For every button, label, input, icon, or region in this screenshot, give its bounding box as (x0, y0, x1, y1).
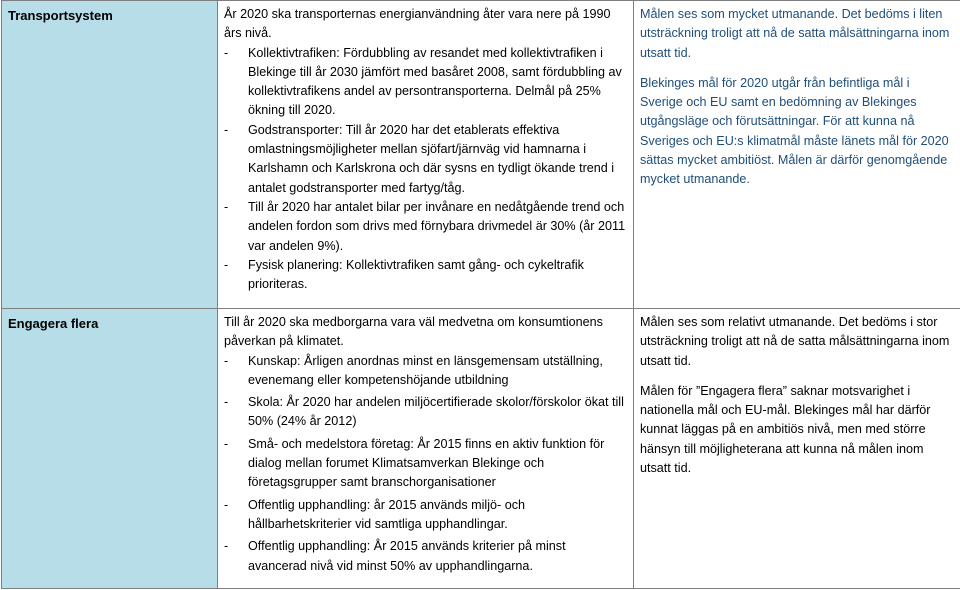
goal-item: - Offentlig upphandling: År 2015 används kriterier på minst avancerad nivå vid minst 50% av upphandlingarna. (224, 537, 627, 576)
goal-item: - Kunskap: Årligen anordnas minst en länsgemensam utställning, evenemang eller kompetenshöjande utbildning (224, 352, 627, 391)
category-label: Engagera flera (8, 316, 99, 331)
table-row-engagera-flera (2, 309, 960, 589)
goal-item: - Fysisk planering: Kollektivtrafiken samt gång- och cykeltrafik prioriteras. (224, 256, 627, 295)
goal-item: - Godstransporter: Till år 2020 har det etablerats effektiva omlastningsmöjligheter mellan sjöfart/järnväg vid hamnarna i Karlshamn och Karlskrona och där sysns en tydligt ökande trend i antalet godstransporter med fartyg/tåg. (224, 121, 627, 198)
goal-item: - Offentlig upphandling: år 2015 används miljö- och hållbarhetskriterier vid samtliga upphandlingar. (224, 496, 627, 535)
goal-intro: Till år 2020 ska medborgarna vara väl medvetna om konsumtionens påverkan på klimatet. (224, 315, 603, 349)
assessment-text: Blekinges mål för 2020 utgår från befintliga mål i Sverige och EU samt en bedömning av Blekinges utgångsläge och förutsättningar. För att kunna nå Sveriges och EU:s klimatmål måste länets mål för 2020 sättas mycket ambitiöst. Målen är därför genomgående mycket utmanande. (640, 75, 949, 187)
goal-item: - Små- och medelstora företag: År 2015 finns en aktiv funktion för dialog mellan forumet Klimatsamverkan Blekinge och företagsgrupper samt branschorganisationer (224, 435, 627, 493)
goal-item: - Till år 2020 har antalet bilar per invånare en nedåtgående trend och andelen fordon som drivs med förnybara drivmedel är 30% (år 2011 var andelen 9%). (224, 198, 627, 256)
goals-cell (218, 1, 634, 309)
assessment-cell (634, 309, 960, 589)
assessment-cell (634, 1, 960, 309)
goals-cell (218, 309, 634, 589)
goal-item: - Kollektivtrafiken: Fördubbling av resandet med kollektivtrafiken i Blekinge till år 2030 jämfört med basåret 2008, samt fördubbling av kollektivtrafikens andel av persontransporterna. Delmål på 25% ökning till 2020. (224, 44, 627, 121)
goal-list (224, 44, 627, 295)
goal-item: - Skola: År 2020 har andelen miljöcertifierade skolor/förskolor ökat till 50% (24% år 2012) (224, 393, 627, 432)
category-cell (2, 1, 218, 309)
assessment-text: Målen ses som relativt utmanande. Det bedöms i stor utsträckning troligt att nå de satta målsättningarna inom utsatt tid. (640, 315, 950, 368)
assessment-text: Målen ses som mycket utmanande. Det bedöms i liten utsträckning troligt att nå de satta målsättningarna inom utsatt tid. (640, 7, 950, 60)
assessment-text: Målen för ”Engagera flera” saknar motsvarighet i nationella mål och EU-mål. Blekinges mål har därför kunnat läggas på en ambitiös nivå, men med större hänsyn till möjligheterana att kunna nå målen inom utsatt tid. (640, 383, 931, 476)
table-row-transportsystem (2, 1, 960, 309)
goal-list (224, 352, 627, 576)
category-label: Transportsystem (8, 8, 113, 23)
goals-table (1, 0, 960, 589)
category-cell (2, 309, 218, 589)
goal-intro: År 2020 ska transporternas energianvändning åter vara nere på 1990 års nivå. (224, 7, 611, 41)
